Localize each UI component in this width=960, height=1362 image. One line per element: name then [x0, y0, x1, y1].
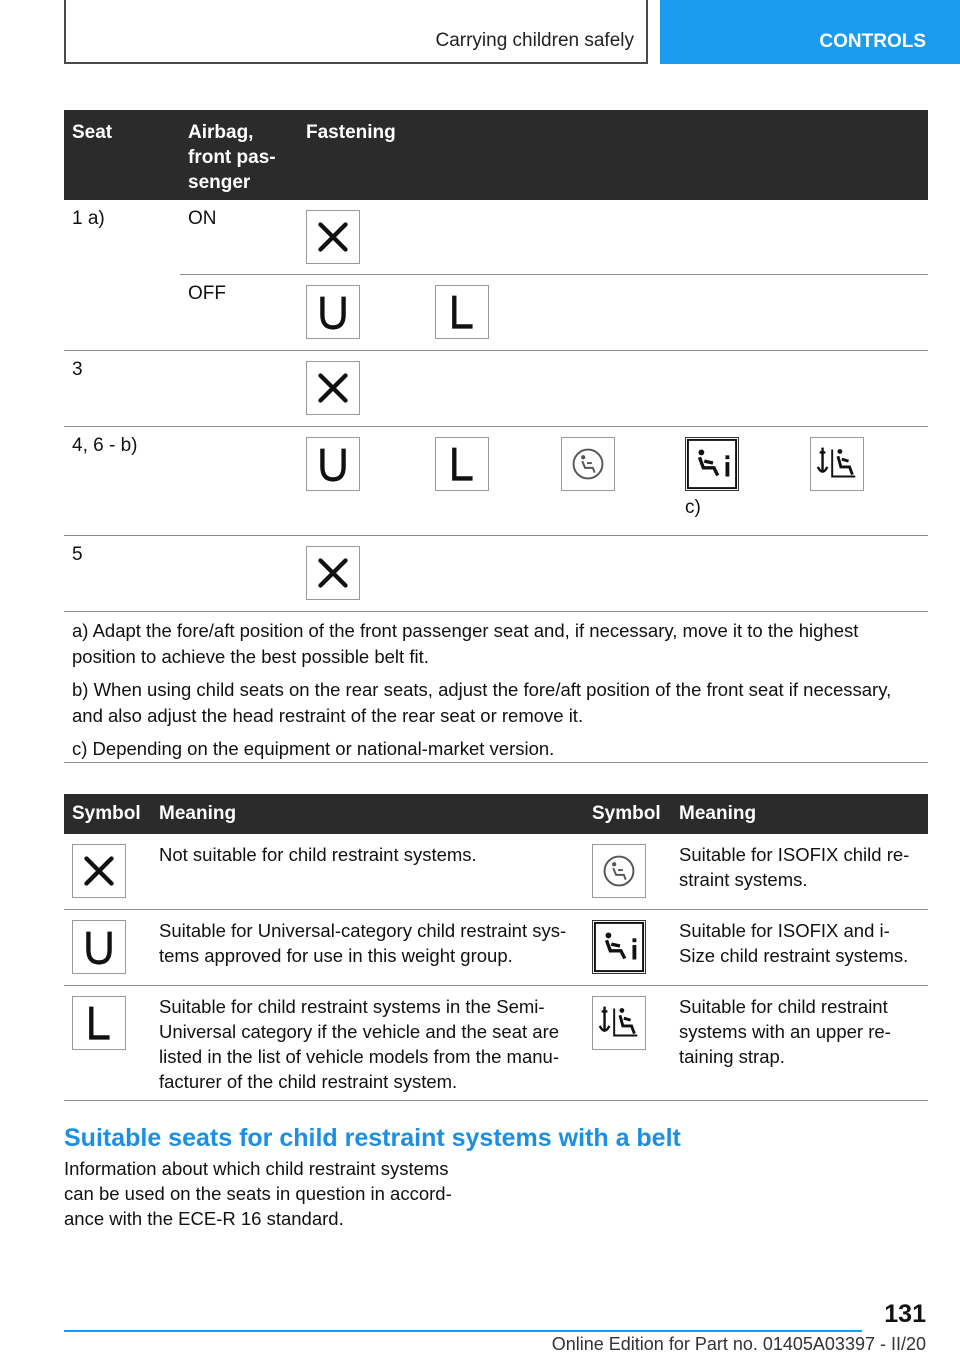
- meaning-text: Suitable for ISOFIX child re-straint systems.: [679, 844, 910, 890]
- seat-cell: 4, 6 - b): [72, 435, 138, 456]
- header-fastening: Fastening: [306, 122, 396, 143]
- footnote-a: a) Adapt the fore/aft position of the front passenger seat and, if necessary, move it to the highest position to achieve the best possible belt fit.: [72, 620, 859, 667]
- x-mark-icon: [306, 210, 360, 264]
- meaning-text: Suitable for child restraint systems in the Semi-Universal category if the vehicle and the seat are listed in the list of vehicle models from the manu-facturer of the child restraint system.: [159, 996, 560, 1092]
- meaning-text: Suitable for child restraint systems with an upper re-taining strap.: [679, 996, 891, 1067]
- top-tether-icon: [592, 996, 646, 1050]
- chapter-label: CONTROLS: [819, 31, 926, 52]
- footer-rule: [64, 1330, 862, 1332]
- meaning-text: Suitable for Universal-category child restraint sys-tems approved for use in this weight group.: [159, 920, 567, 966]
- footnote-marker: c): [685, 497, 701, 518]
- table-row: [64, 427, 928, 536]
- footnote-c: c) Depending on the equipment or national-market version.: [72, 738, 555, 759]
- seat-cell: 3: [72, 359, 83, 380]
- header-title-box: [64, 0, 648, 64]
- semi-universal-l-icon: [435, 285, 489, 339]
- table-header: [64, 110, 928, 200]
- header-symbol: Symbol: [592, 803, 661, 824]
- universal-u-icon: [306, 437, 360, 491]
- header-symbol: Symbol: [72, 803, 141, 824]
- top-tether-icon: [810, 437, 864, 491]
- header-airbag: Airbag, front pas- senger: [188, 122, 276, 193]
- footnote-b: b) When using child seats on the rear seats, adjust the fore/aft position of the front seat if necessary, and also adjust the head restraint of the rear seat or remove it.: [72, 679, 892, 726]
- table-row: [64, 910, 928, 986]
- semi-universal-l-icon: [435, 437, 489, 491]
- table-row: [64, 536, 928, 612]
- universal-u-icon: [306, 285, 360, 339]
- airbag-cell: OFF: [188, 283, 226, 304]
- meaning-text: Not suitable for child restraint systems.: [159, 844, 477, 865]
- header-meaning: Meaning: [679, 803, 757, 824]
- x-mark-icon: [306, 361, 360, 415]
- table-row: [64, 351, 928, 427]
- table-row: [64, 986, 928, 1101]
- symbol-legend-table: [64, 794, 928, 1101]
- semi-universal-l-icon: [72, 996, 126, 1050]
- airbag-cell: ON: [188, 208, 217, 229]
- notes-divider: [64, 762, 928, 763]
- seat-cell: 5: [72, 544, 83, 565]
- header-seat: Seat: [72, 122, 113, 143]
- table-row: [64, 834, 928, 910]
- isofix-icon: [592, 844, 646, 898]
- section-paragraph: Information about which child restraint systems can be used on the seats in question in accord-ance with the ECE-R 16 standard.: [64, 1158, 452, 1229]
- isofix-isize-icon: [685, 437, 739, 491]
- page-number: 131: [884, 1300, 926, 1328]
- x-mark-icon: [306, 546, 360, 600]
- isofix-icon: [561, 437, 615, 491]
- x-mark-icon: [72, 844, 126, 898]
- meaning-text: Suitable for ISOFIX and i-Size child restraint systems.: [679, 920, 909, 966]
- universal-u-icon: [72, 920, 126, 974]
- table-row: [64, 275, 928, 351]
- table-row: [64, 200, 928, 275]
- section-title-label: Carrying children safely: [435, 30, 634, 51]
- section-heading: Suitable seats for child restraint systems with a belt: [64, 1124, 681, 1152]
- chapter-tab[interactable]: [660, 0, 960, 64]
- isofix-isize-icon: [592, 920, 646, 974]
- header-meaning: Meaning: [159, 803, 237, 824]
- seat-fastening-table: [64, 110, 928, 612]
- seat-cell: 1 a): [72, 208, 105, 229]
- table-header: [64, 794, 928, 834]
- edition-text: Online Edition for Part no. 01405A03397 - II/20: [551, 1334, 926, 1354]
- table-footnotes: [72, 618, 922, 769]
